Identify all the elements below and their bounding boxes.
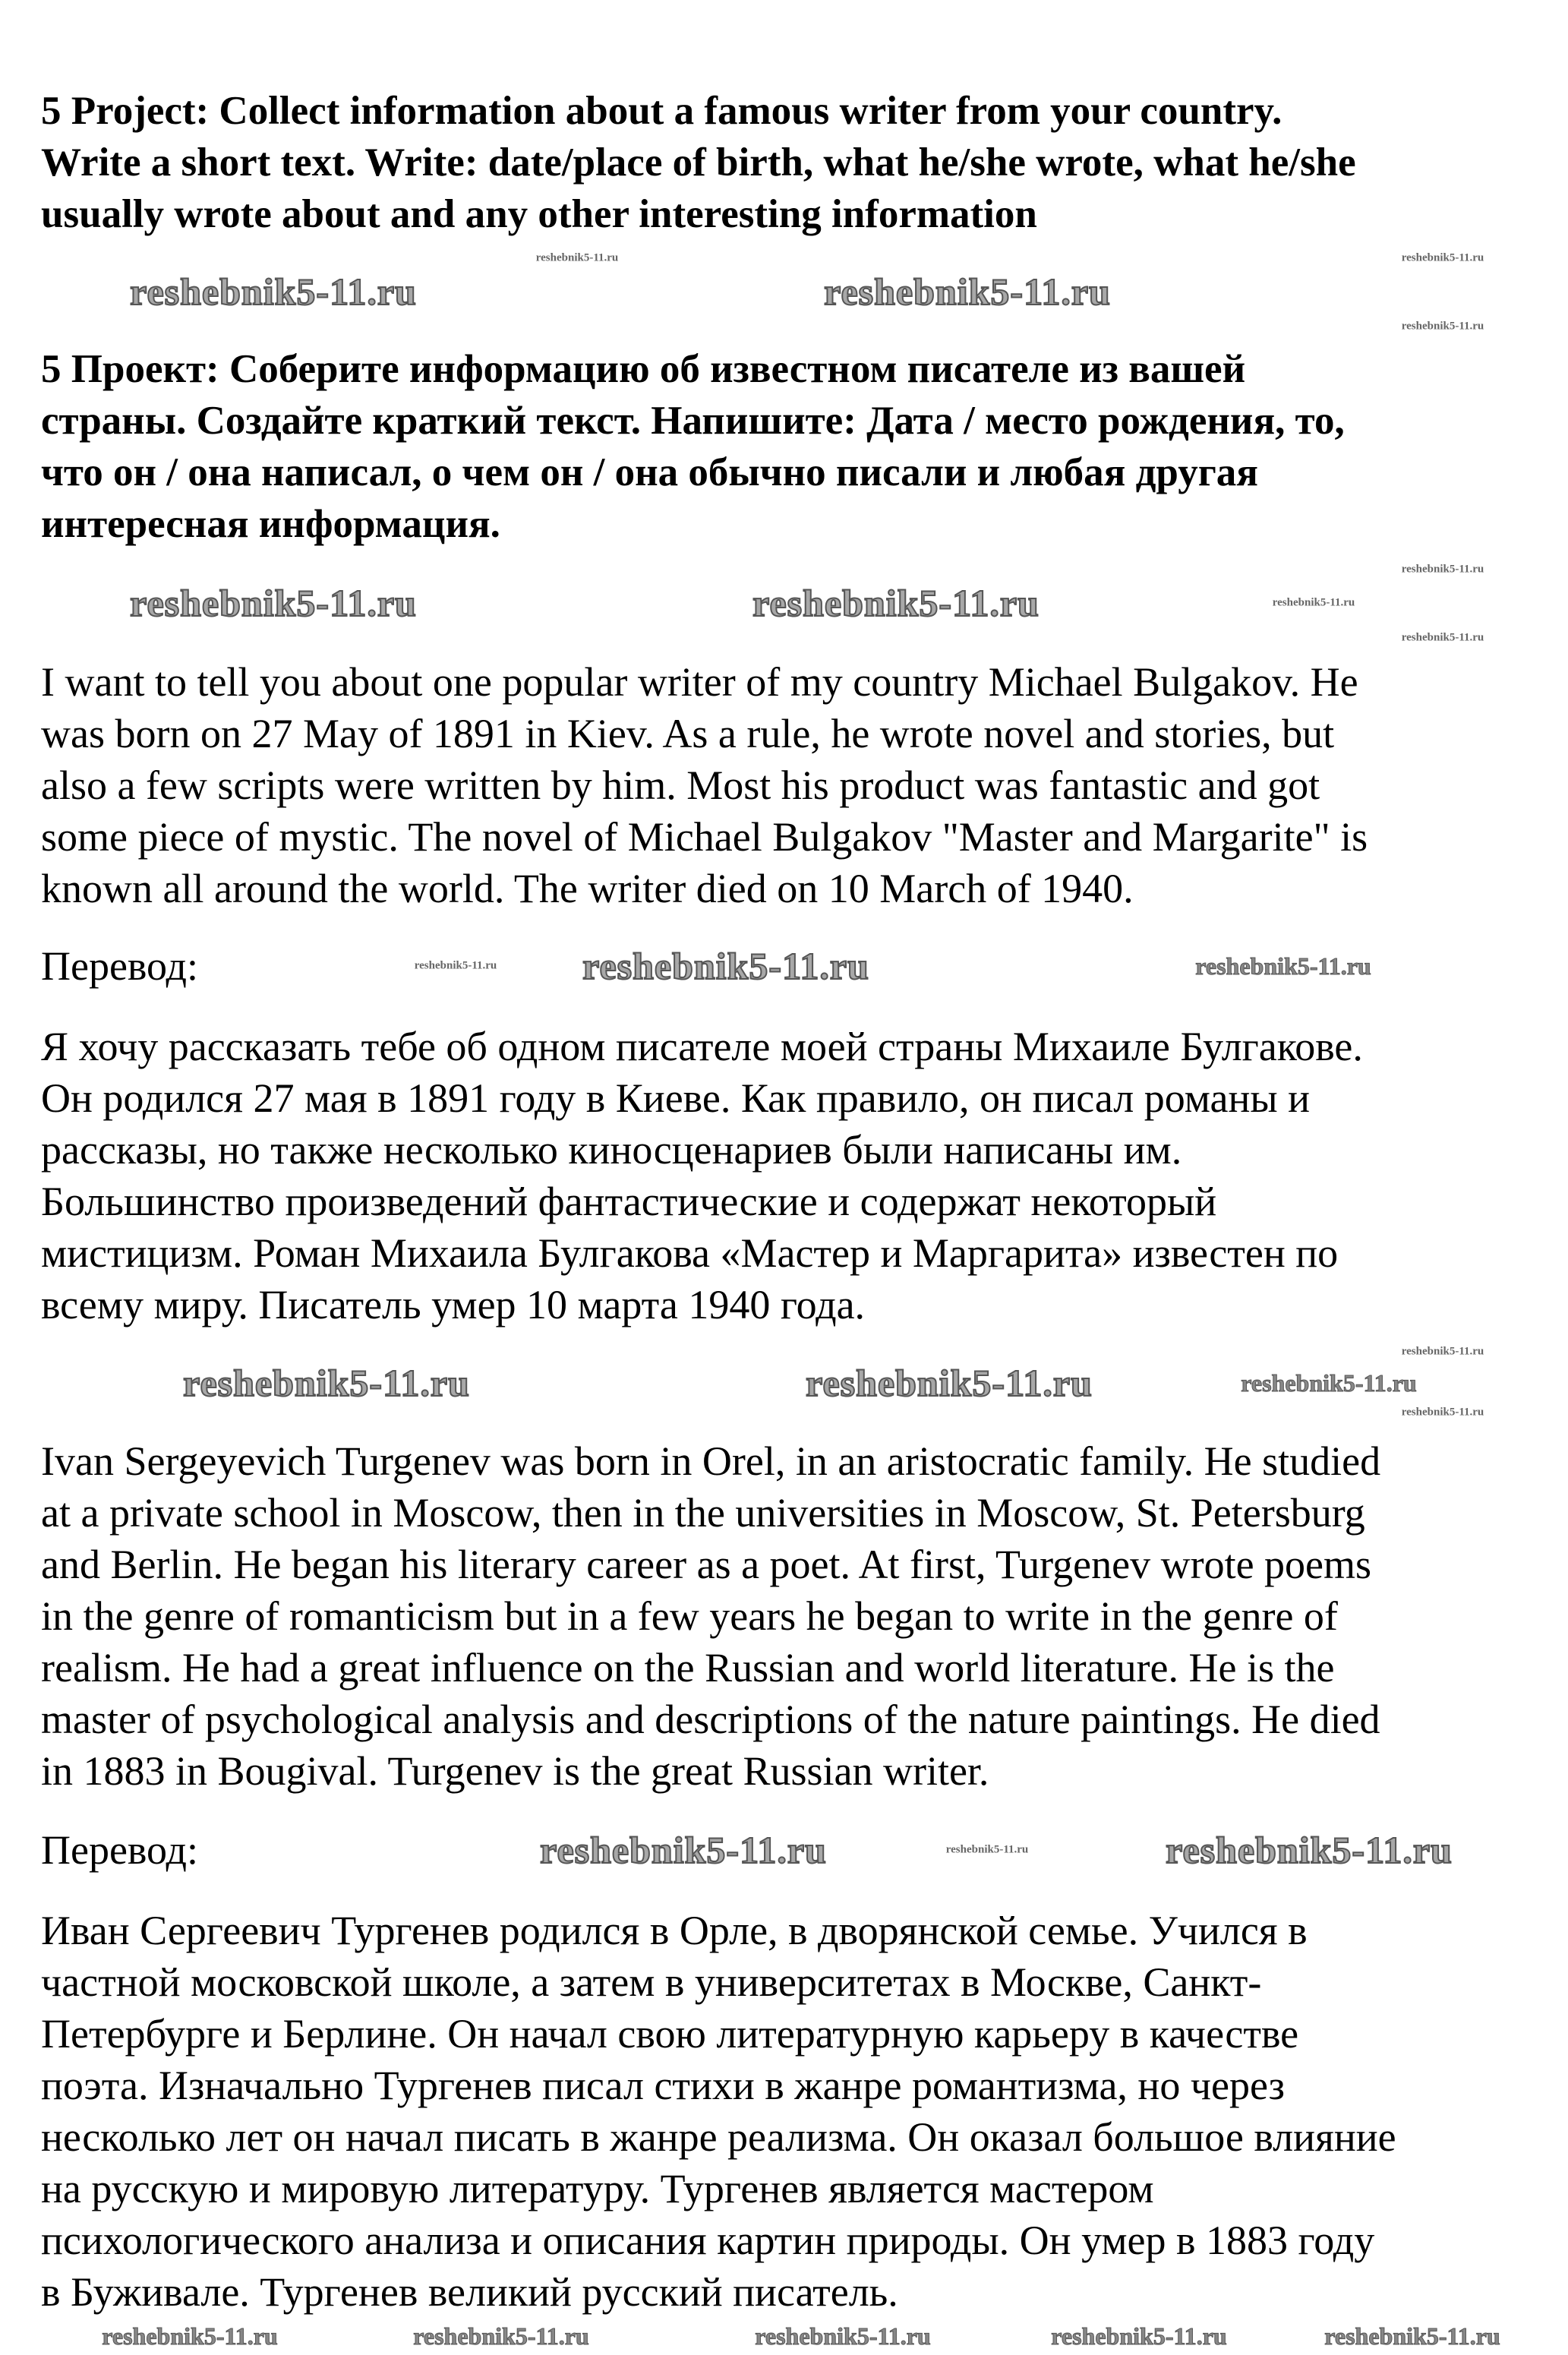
watermark: reshebnik5-11.ru bbox=[755, 2322, 931, 2350]
watermark: reshebnik5-11.ru bbox=[945, 1843, 1029, 1856]
text-line: поэта. Изначально Тургенев писал стихи в жанре романтизма, но через bbox=[41, 2063, 1285, 2108]
watermark: reshebnik5-11.ru bbox=[535, 251, 619, 264]
task-english bbox=[41, 85, 1356, 240]
translation-label bbox=[41, 1824, 198, 1876]
watermark: reshebnik5-11.ru bbox=[1401, 563, 1484, 576]
text-line: Большинство произведений фантастические и содержат некоторый bbox=[41, 1179, 1217, 1224]
text-line: was born on 27 May of 1891 in Kiev. As a rule, he wrote novel and stories, but bbox=[41, 711, 1335, 756]
text-line: also a few scripts were written by him. Most his product was fantastic and got bbox=[41, 762, 1320, 808]
bulgakov-russian-text bbox=[41, 1021, 1363, 1331]
text-line: что он / она написал, о чем он / она обычно писали и любая другая bbox=[41, 450, 1258, 494]
watermark: reshebnik5-11.ru bbox=[414, 959, 497, 972]
text-line: 5 Project: Collect information about a famous writer from your country. bbox=[41, 89, 1282, 133]
turgenev-english-text bbox=[41, 1435, 1380, 1797]
watermark: reshebnik5-11.ru bbox=[1272, 596, 1355, 609]
turgenev-russian-text bbox=[41, 1905, 1396, 2318]
watermark: reshebnik5-11.ru bbox=[540, 1829, 827, 1871]
text-line: in the genre of romanticism but in a few years he began to write in the genre of bbox=[41, 1593, 1338, 1639]
watermark: reshebnik5-11.ru bbox=[1401, 320, 1484, 333]
translation-label-text: Перевод: bbox=[41, 943, 198, 989]
text-line: частной московской школе, а затем в университетах в Москве, Санкт- bbox=[41, 1959, 1262, 2005]
watermark: reshebnik5-11.ru bbox=[413, 2322, 589, 2350]
text-line: usually wrote about and any other interesting information bbox=[41, 192, 1037, 236]
text-line: мистицизм. Роман Михаила Булгакова «Мастер и Маргарита» известен по bbox=[41, 1230, 1339, 1276]
text-line: интересная информация. bbox=[41, 502, 500, 546]
text-line: in 1883 in Bougival. Turgenev is the great Russian writer. bbox=[41, 1748, 989, 1794]
text-line: Петербурге и Берлине. Он начал свою литературную карьеру в качестве bbox=[41, 2011, 1299, 2057]
watermark: reshebnik5-11.ru bbox=[806, 1362, 1093, 1404]
watermark: reshebnik5-11.ru bbox=[582, 945, 869, 987]
watermark: reshebnik5-11.ru bbox=[130, 582, 417, 624]
text-line: Он родился 27 мая в 1891 году в Киеве. Как правило, он писал романы и bbox=[41, 1075, 1311, 1121]
watermark: reshebnik5-11.ru bbox=[1401, 251, 1484, 264]
text-line: at a private school in Moscow, then in the universities in Moscow, St. Petersburg bbox=[41, 1490, 1365, 1536]
translation-label-text: Перевод: bbox=[41, 1827, 198, 1873]
text-line: Я хочу рассказать тебе об одном писателе моей страны Михаиле Булгакове. bbox=[41, 1024, 1363, 1069]
watermark: reshebnik5-11.ru bbox=[1241, 1369, 1417, 1397]
text-line: known all around the world. The writer died on 10 March of 1940. bbox=[41, 866, 1134, 911]
text-line: в Буживале. Тургенев великий русский писатель. bbox=[41, 2269, 898, 2315]
watermark: reshebnik5-11.ru bbox=[1166, 1829, 1453, 1871]
text-line: психологического анализа и описания картин природы. Он умер в 1883 году bbox=[41, 2218, 1375, 2263]
bulgakov-english-text bbox=[41, 656, 1368, 914]
text-line: несколько лет он начал писать в жанре реализма. Он оказал большое влияние bbox=[41, 2114, 1396, 2160]
text-line: master of psychological analysis and descriptions of the nature paintings. He died bbox=[41, 1697, 1380, 1742]
text-line: and Berlin. He began his literary career as a poet. At first, Turgenev wrote poems bbox=[41, 1542, 1372, 1587]
watermark: reshebnik5-11.ru bbox=[1401, 631, 1484, 644]
task-russian bbox=[41, 343, 1345, 550]
watermark: reshebnik5-11.ru bbox=[1401, 1345, 1484, 1358]
watermark: reshebnik5-11.ru bbox=[1195, 952, 1371, 980]
text-line: всему миру. Писатель умер 10 марта 1940 года. bbox=[41, 1282, 866, 1327]
text-line: на русскую и мировую литературу. Тургенев является мастером bbox=[41, 2166, 1154, 2211]
watermark: reshebnik5-11.ru bbox=[183, 1362, 470, 1404]
text-line: рассказы, но также несколько киносценариев были написаны им. bbox=[41, 1127, 1182, 1173]
text-line: 5 Проект: Соберите информацию об известном писателе из вашей bbox=[41, 347, 1246, 391]
text-line: I want to tell you about one popular writer of my country Michael Bulgakov. He bbox=[41, 659, 1358, 705]
text-line: Иван Сергеевич Тургенев родился в Орле, в дворянской семье. Учился в bbox=[41, 1908, 1308, 1953]
watermark: reshebnik5-11.ru bbox=[130, 270, 417, 313]
translation-label bbox=[41, 940, 198, 992]
watermark: reshebnik5-11.ru bbox=[752, 582, 1040, 624]
watermark: reshebnik5-11.ru bbox=[1324, 2322, 1500, 2350]
text-line: realism. He had a great influence on the Russian and world literature. He is the bbox=[41, 1645, 1335, 1690]
watermark: reshebnik5-11.ru bbox=[1401, 1406, 1484, 1419]
text-line: страны. Создайте краткий текст. Напишите: Дата / место рождения, то, bbox=[41, 399, 1345, 443]
text-line: Ivan Sergeyevich Turgenev was born in Orel, in an aristocratic family. He studied bbox=[41, 1438, 1381, 1484]
text-line: Write a short text. Write: date/place of birth, what he/she wrote, what he/she bbox=[41, 140, 1356, 185]
watermark: reshebnik5-11.ru bbox=[102, 2322, 278, 2350]
watermark: reshebnik5-11.ru bbox=[824, 270, 1111, 313]
text-line: some piece of mystic. The novel of Michael Bulgakov "Master and Margarite" is bbox=[41, 814, 1368, 860]
watermark: reshebnik5-11.ru bbox=[1051, 2322, 1227, 2350]
